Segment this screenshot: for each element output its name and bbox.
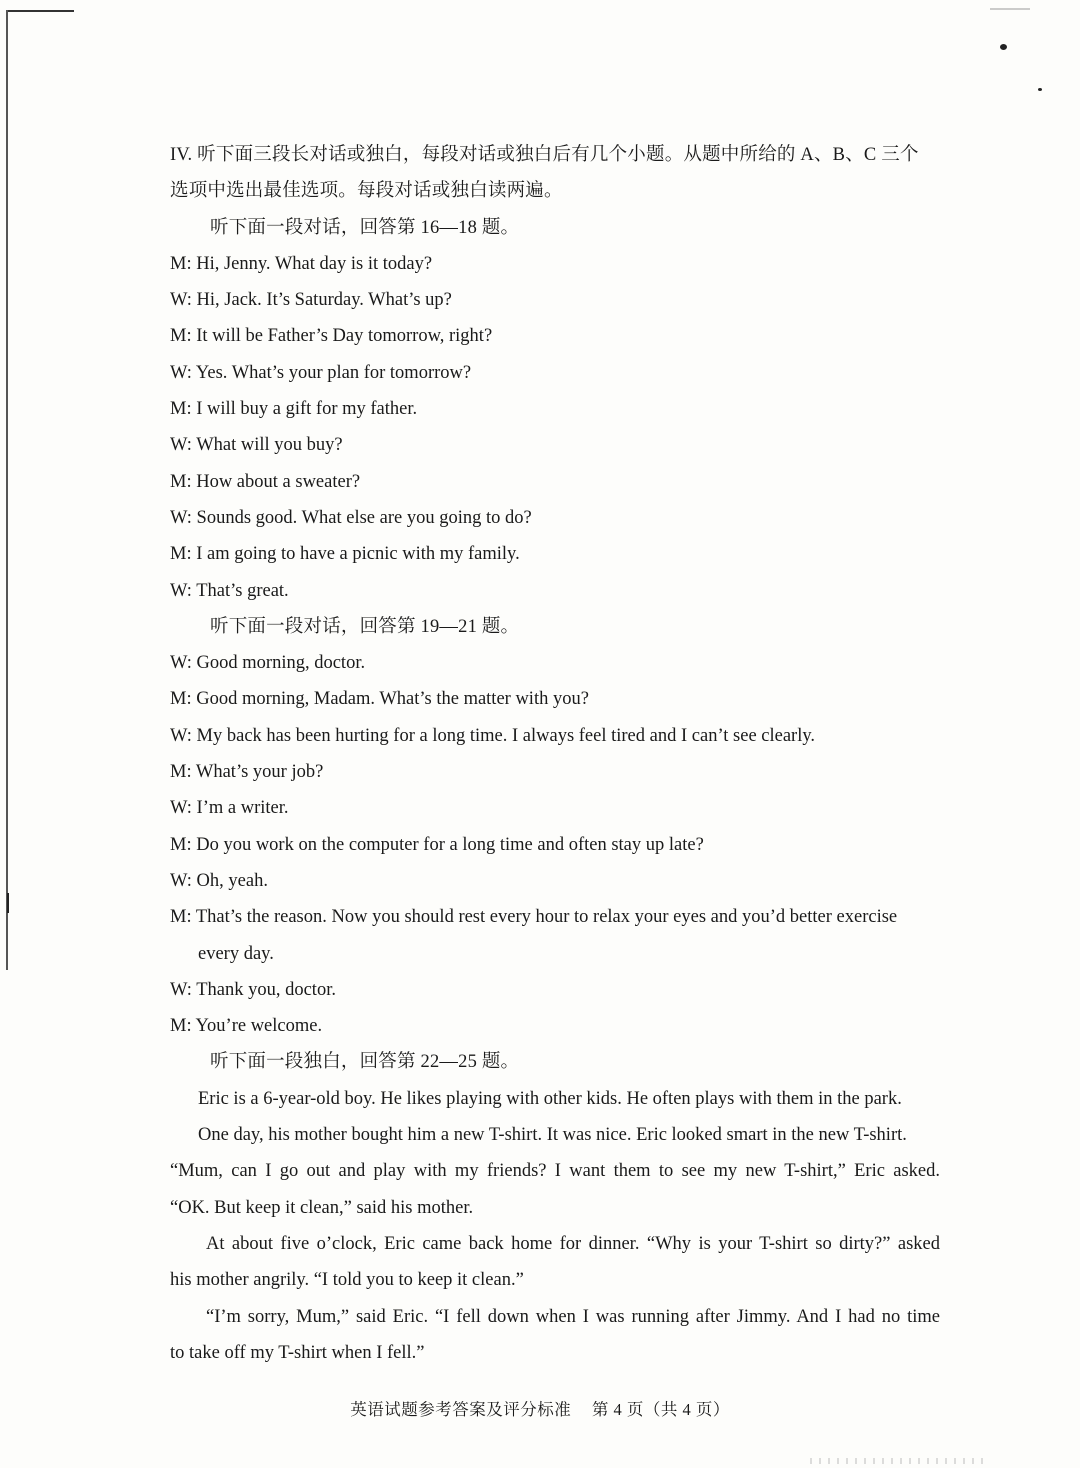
dialog-line: W: Yes. What’s your plan for tomorrow? [170,362,472,383]
dialog-line: W: My back has been hurting for a long time. I always feel tired and I can’t see clearly. [170,725,816,746]
section-heading: IV. 听下面三段长对话或独白，每段对话或独白后有几个小题。从题中所给的 A、B、C 三个 [170,145,919,165]
monologue-line: to take off my T-shirt when I fell.” [170,1342,425,1363]
footer-page-number: 第 4 页（共 4 页） [591,1400,730,1419]
monologue-line: “I’m sorry, Mum,” said Eric. “I fell down when I was running after Jimmy. And I had no time [206,1306,940,1327]
dialog-line: M: I will buy a gift for my father. [170,399,418,420]
dialog-line: M: How about a sweater? [170,471,361,492]
dialog-line: W: Hi, Jack. It’s Saturday. What’s up? [170,290,452,311]
dialog-line: W: What will you buy? [170,435,343,456]
monologue-line: One day, his mother bought him a new T-shirt. It was nice. Eric looked smart in the new T-shirt. [198,1125,907,1146]
scan-mark [990,8,1030,10]
dialog-line: W: Sounds good. What else are you going to do? [170,507,532,528]
dialog-line: M: What’s your job? [170,762,324,783]
dialog-line: M: It will be Father’s Day tomorrow, right? [170,326,493,347]
monologue-line: Eric is a 6-year-old boy. He likes playing with other kids. He often plays with them in the park. [198,1088,902,1109]
dialog-line-continued: every day. [198,943,274,964]
monologue-line: “Mum, can I go out and play with my friends? I want them to see my new T-shirt,” Eric asked. [170,1161,940,1182]
dialog-line: W: I’m a writer. [170,798,289,819]
dialog-line: W: Oh, yeah. [170,870,268,891]
dialog-line: M: Hi, Jenny. What day is it today? [170,253,433,274]
dialog-line: M: I am going to have a picnic with my family. [170,544,520,565]
dialog-intro: 听下面一段对话，回答第 16—18 题。 [210,217,520,238]
scan-speck [1000,44,1007,50]
scan-margin-mark [7,893,9,913]
dialog-intro: 听下面一段对话，回答第 19—21 题。 [210,616,520,637]
section-heading-cont: 选项中选出最佳选项。每段对话或独白读两遍。 [170,181,563,202]
monologue-line: “OK. But keep it clean,” said his mother. [170,1197,474,1218]
scan-border-left [6,10,8,970]
monologue-line: At about five o’clock, Eric came back home for dinner. “Why is your T-shirt so dirty?” asked [206,1233,940,1254]
dialog-line: M: You’re welcome. [170,1016,323,1037]
footer-title: 英语试题参考答案及评分标准 [350,1400,572,1419]
monologue-intro: 听下面一段独白，回答第 22—25 题。 [210,1052,520,1073]
dialog-line: W: Thank you, doctor. [170,979,336,1000]
scan-border-top [6,10,74,12]
scan-mark [810,1458,990,1464]
dialog-line: M: Good morning, Madam. What’s the matter with you? [170,689,589,710]
page-content [170,137,940,1371]
dialog-line: M: Do you work on the computer for a long time and often stay up late? [170,834,704,855]
scan-speck [1038,88,1042,91]
monologue-line: his mother angrily. “I told you to keep it clean.” [170,1270,524,1291]
dialog-line: W: Good morning, doctor. [170,653,366,674]
dialog-line: W: That’s great. [170,580,289,601]
dialog-line: M: That’s the reason. Now you should rest every hour to relax your eyes and you’d better exercise [170,907,898,928]
page-footer [0,1396,1080,1420]
